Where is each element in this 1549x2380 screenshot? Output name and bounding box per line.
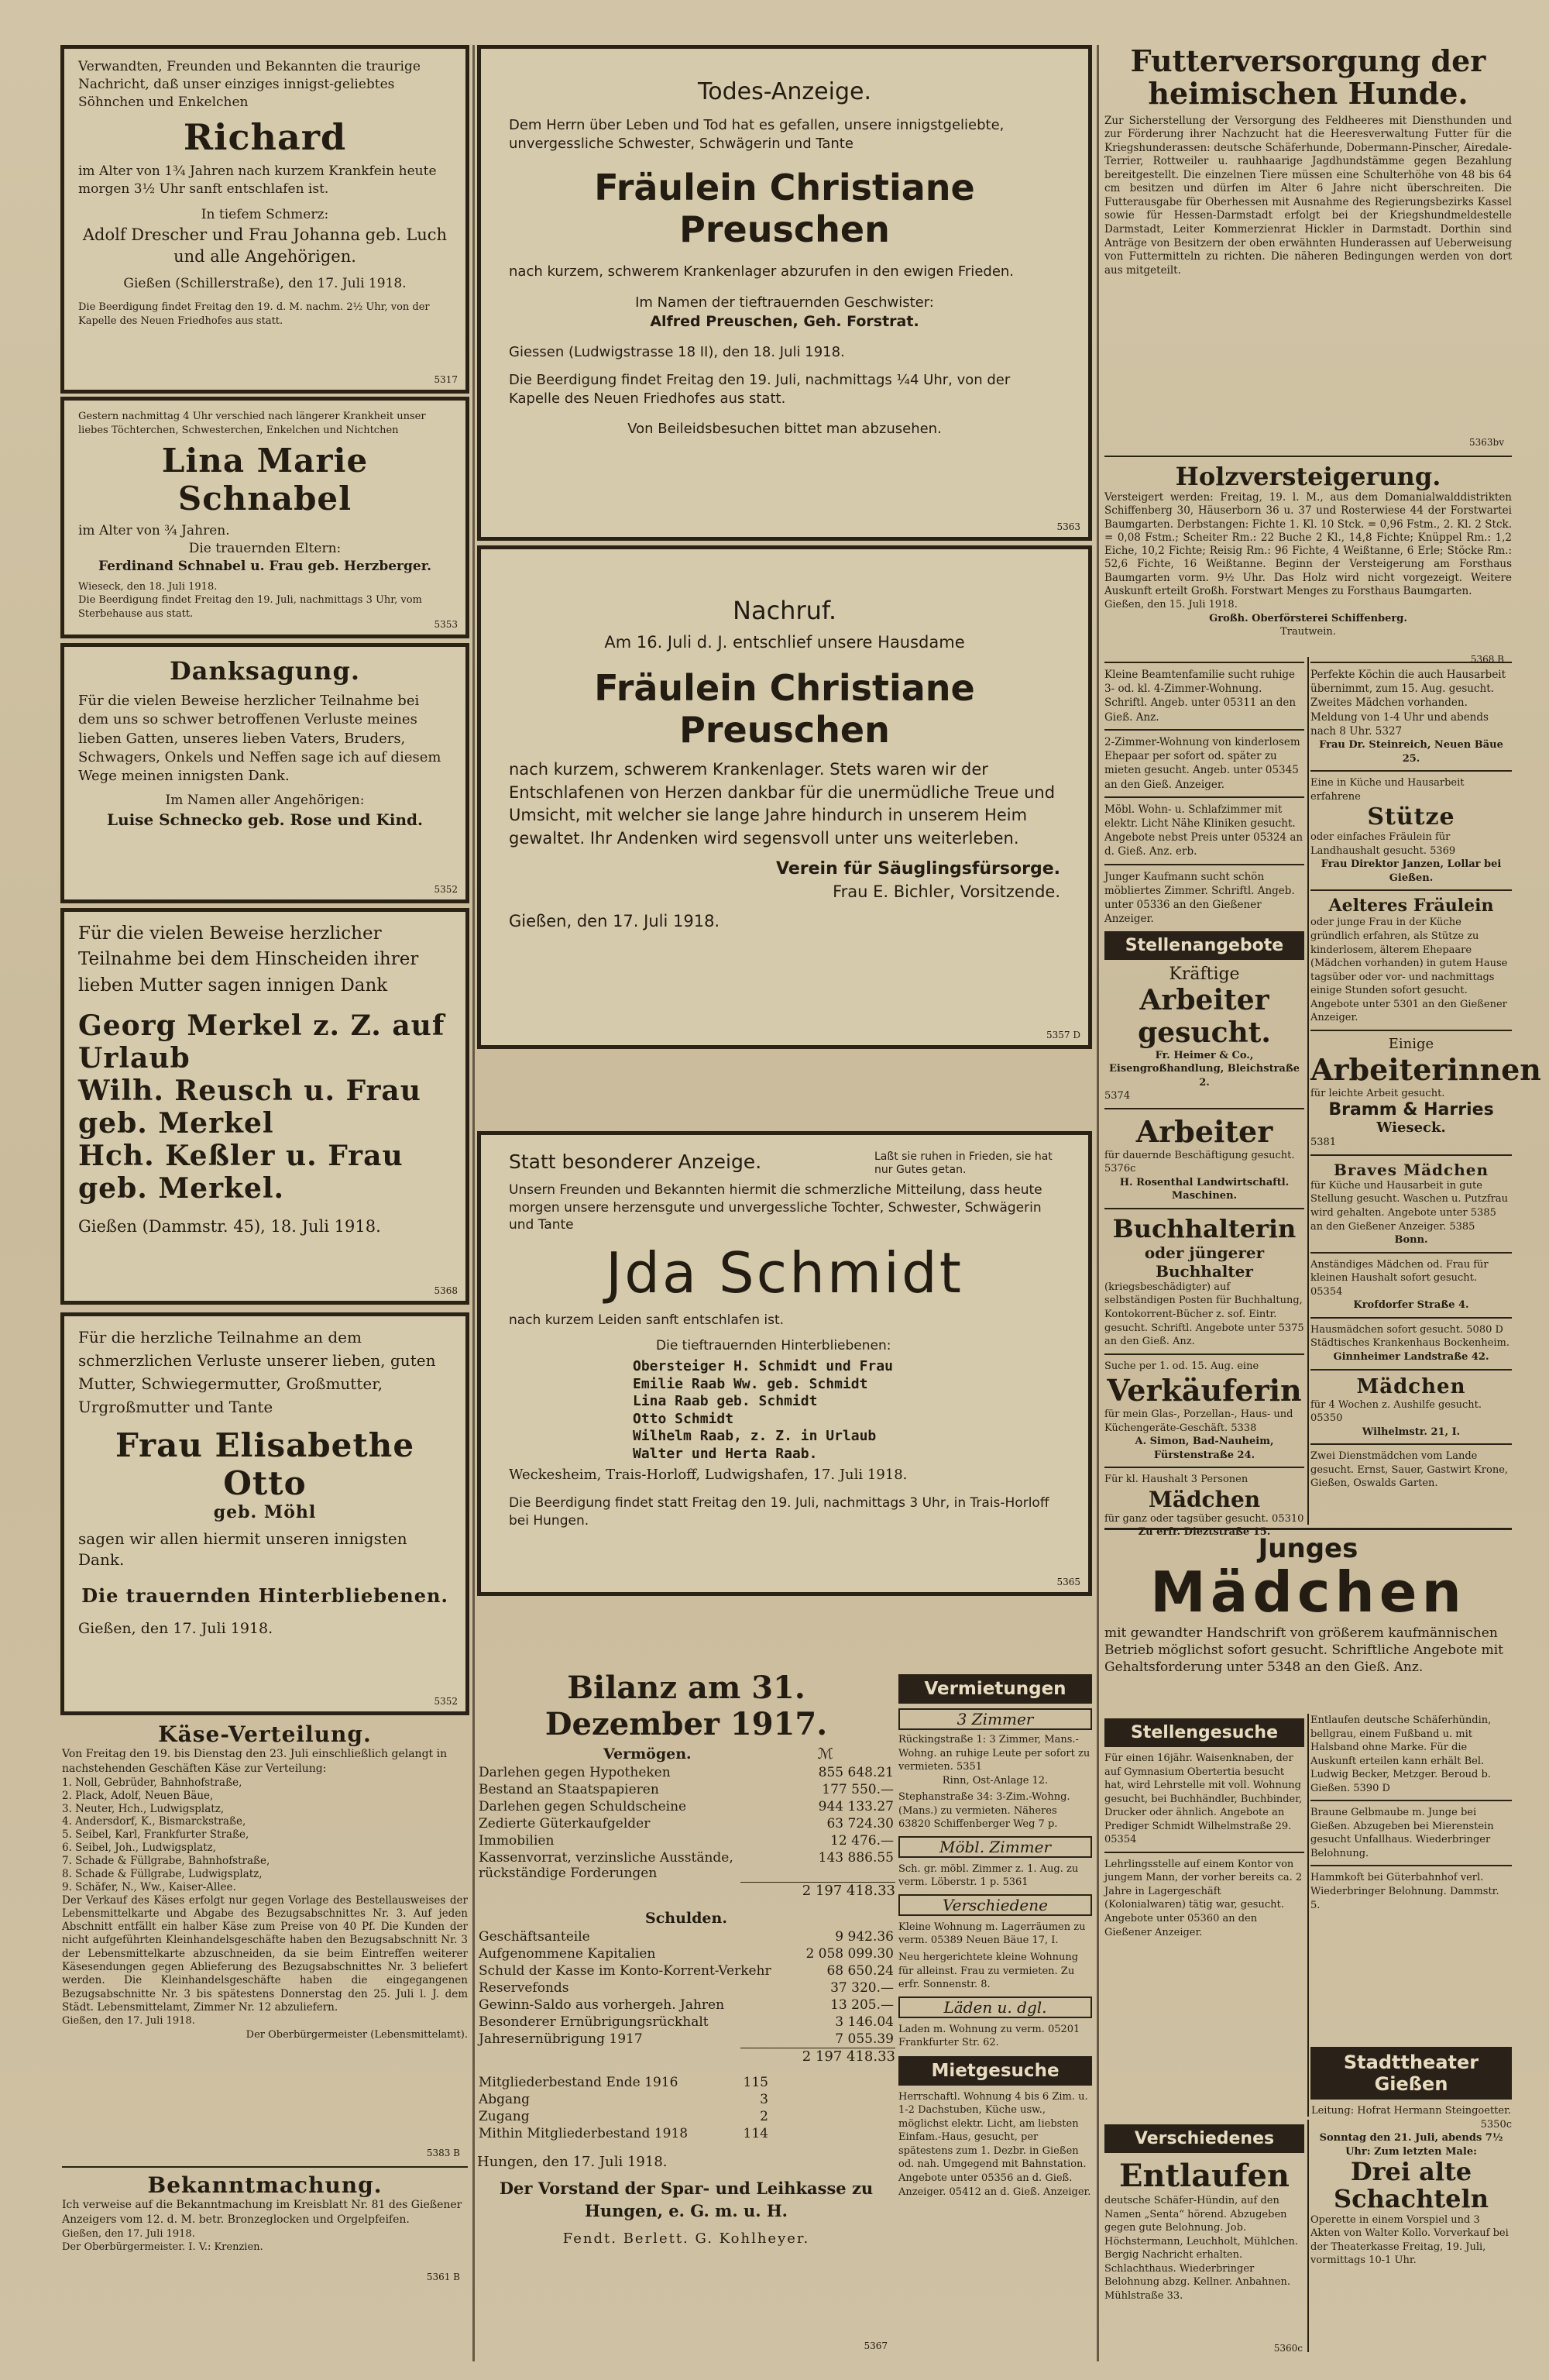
survivor-name: Walter und Herta Raab. — [633, 1445, 818, 1462]
employer: Bramm & Harries — [1328, 1100, 1494, 1120]
thanks-schnecko — [60, 643, 469, 903]
rentals-subhead: Möbl. Zimmer — [898, 1836, 1092, 1858]
ad-number: 5365 — [1056, 1577, 1080, 1587]
balance-label: Mitgliederbestand Ende 1916 — [479, 2075, 678, 2090]
balance-value: 114 — [743, 2126, 768, 2141]
employer: Wilhelmstr. 21, I. — [1362, 1426, 1461, 1438]
balance-value: 13 205.— — [830, 1997, 894, 2013]
thanks-family: Luise Schnecko geb. Rose und Kind. — [107, 810, 423, 830]
balance-label: Schuld der Kasse im Konto-Korrent-Verkehr — [479, 1963, 771, 1979]
ad-number: 5381 — [1310, 1137, 1337, 1149]
thanks-text: Für die herzliche Teilnahme an dem schmerzlichen Verluste unserer lieben, guten Mutter, Schwiegermutter, Großmutter, Urgroßmutter und Tante — [78, 1328, 436, 1416]
rental-ad: Laden m. Wohnung zu verm. 05201 Frankfurter Str. 62. — [898, 2023, 1080, 2049]
theater-banner: Stadttheater Gießen — [1310, 2047, 1512, 2100]
balance-row — [477, 1798, 895, 1815]
deceased-name: Frau Elisabethe Otto — [115, 1426, 415, 1502]
balance-sheet — [477, 1670, 895, 2351]
place-date: Gießen, den 17. Juli 1918. — [78, 1620, 273, 1637]
balance-value: 855 648.21 — [818, 1765, 894, 1780]
job-title: Arbeiter — [1135, 1113, 1273, 1149]
assets-sum: 2 197 418.33 — [740, 1882, 895, 1899]
balance-label: Mithin Mitgliederbestand 1918 — [479, 2126, 689, 2141]
currency-sign: ℳ — [817, 1745, 833, 1763]
classifieds-left — [1104, 657, 1309, 1539]
classified-ad: Kleine Beamtenfamilie sucht ruhige 3- od. kl. 4-Zimmer-Wohnung. Schriftl. Angeb. unter 05311 an den Gieß. Anz. — [1104, 669, 1297, 724]
death-notice-preuschen — [477, 45, 1092, 541]
job-wanted-column — [1104, 1714, 1309, 2117]
balance-row — [477, 2031, 895, 2048]
balance-title: Bilanz am 31. Dezember 1917. — [544, 1670, 828, 1742]
funeral-note: Die Beerdigung findet Freitag den 19. Juli, nachmittags ¼4 Uhr, von der Kapelle des Neuen Friedhofes aus statt. — [509, 372, 1011, 408]
job-subtitle: oder jüngerer Buchhalter — [1144, 1243, 1265, 1281]
classified-ad: Junger Kaufmann sucht schön möbliertes Zimmer. Schriftl. Angeb. unter 05336 an den Gießener Anzeiger. — [1104, 870, 1295, 926]
notice-intro: Unsern Freunden und Bekannten hiermit die schmerzliche Mitteilung, dass heute morgen unsere herzensgute und unvergessliche Tochter, Schwester, Schwägerin und Tante — [509, 1181, 1042, 1233]
balance-value: 63 724.30 — [826, 1816, 894, 1831]
classified-ad: oder einfaches Fräulein für Landhaushalt gesucht. 5369 — [1310, 831, 1456, 857]
classified-ad: Hausmädchen sofort gesucht. 5080 D Städtisches Krankenhaus Bockenheim. — [1310, 1323, 1510, 1350]
shop-list-item: 5. Seibel, Karl, Frankfurter Straße, — [62, 1828, 249, 1842]
shop-list-item: 8. Schade & Füllgrabe, Ludwigsplatz, — [62, 1867, 263, 1880]
notice-sign: Im Namen der tieftrauernden Geschwister: — [635, 294, 934, 311]
rentals-banner: Vermietungen — [898, 1674, 1092, 1704]
place-date: Gießen (Dammstr. 45), 18. Juli 1918. — [78, 1217, 381, 1236]
balance-row — [477, 1764, 895, 1781]
shop-list-item: 7. Schade & Füllgrabe, Bahnhofstraße, — [62, 1855, 270, 1868]
balance-row — [477, 1832, 895, 1849]
ad-number: 5317 — [434, 374, 458, 385]
thanks-otto — [60, 1312, 469, 1715]
balance-label: Besonderer Ernübrigungsrückhalt — [479, 2014, 709, 2030]
job-text: für dauernde Beschäftigung gesucht. 5376c — [1104, 1149, 1295, 1175]
ad-title: Entlaufen — [1119, 2158, 1290, 2194]
balance-value: 115 — [743, 2075, 768, 2090]
notice-signer: Trautwein. — [1280, 626, 1336, 638]
rental-ad: Kleine Wohnung m. Lagerräumen zu verm. 05389 Neuen Bäue 17, I. — [898, 1921, 1086, 1947]
ad-number: 5367 — [864, 2340, 888, 2351]
place-date: Gießen, den 17. Juli 1918. — [509, 911, 720, 930]
balance-label: Jahresernübrigung 1917 — [479, 2031, 643, 2047]
ad-number: 5360c — [1273, 2343, 1303, 2354]
obituary-nachruf — [477, 545, 1092, 1049]
survivor-name: Wilhelm Raab, z. Z. in Urlaub — [633, 1428, 877, 1445]
balance-value: 9 942.36 — [835, 1929, 894, 1945]
ad-number: 5383 B — [426, 2148, 460, 2158]
balance-row — [477, 2108, 770, 2125]
liabilities-table — [477, 1928, 895, 2048]
members-table — [477, 2074, 770, 2142]
balance-row — [477, 1849, 895, 1882]
column-rule — [1097, 45, 1099, 2361]
rental-ad: Stephanstraße 34: 3-Zim.-Wohng. (Mans.) zu vermieten. Näheres 63820 Schiffenberger Weg 7 p. — [898, 1791, 1070, 1831]
job-title: Mädchen — [1148, 1486, 1261, 1512]
employer: Bonn. — [1394, 1234, 1428, 1247]
place-date: Giessen (Ludwigstrasse 18 II), den 18. Juli 1918. — [509, 343, 845, 360]
obituary-schmidt — [477, 1131, 1092, 1596]
balance-value: 37 320.— — [830, 1980, 894, 1996]
ad-number: 5361 B — [426, 2272, 460, 2282]
place-date: Gießen, den 17. Juli 1918. — [62, 2227, 195, 2240]
signer-name: Hch. Keßler u. Frau geb. Merkel. — [78, 1140, 404, 1205]
place-date: Weckesheim, Trais-Horloff, Ludwigshafen, 17. Juli 1918. — [509, 1467, 908, 1484]
wanted-ad: Herrschaftl. Wohnung 4 bis 6 Zim. u. 1-2 Dachstuben, Küche usw., möglichst elektr. Licht, am liebsten Einfam.-Haus, gesucht, per spätestens zum 1. Dezbr. in Gießen od. nah. Umgegend mit Bahnstation. Angebote unter 05356 an d. Gieß. Anzeiger. 05412 an d. Gieß. Anzeiger. — [898, 2090, 1091, 2198]
notice-text: nach kurzem, schwerem Krankenlager. Stets waren wir der Entschlafenen von Herzen dankbar für die unermüdliche Treue und Umsicht, mit welcher sie lange Jahre hindurch in unserem Heim gewaltet. Ihr Andenken wird segensvoll unter uns weiterleben. — [509, 760, 1056, 848]
grief-line: Die trauernden Eltern: — [188, 541, 342, 557]
balance-label: Abgang — [479, 2092, 531, 2107]
notice-title: Futterversorgung der heimischen Hunde. — [1130, 43, 1486, 111]
balance-label: Bestand an Staatspapieren — [479, 1782, 659, 1797]
liabilities-heading: Schulden. — [645, 1910, 727, 1927]
balance-row — [477, 1979, 895, 1997]
notice-sign: Verein für Säuglingsfürsorge. — [776, 858, 1060, 879]
balance-value: 3 — [760, 2092, 768, 2107]
balance-label: Reservefonds — [479, 1980, 569, 1996]
funeral-note: Die Beerdigung findet Freitag den 19. Juli, nachmittags 3 Uhr, vom Sterbehause aus statt. — [78, 594, 422, 620]
balance-label: Immobilien — [479, 1833, 555, 1849]
balance-value: 7 055.39 — [835, 2031, 894, 2047]
balance-value: 143 886.55 — [818, 1850, 894, 1866]
misc-banner: Verschiedenes — [1104, 2124, 1304, 2153]
thanks-text: Für die vielen Beweise herzlicher Teilnahme bei dem uns so schwer betroffenen Verluste meines lieben Gatten, unseres lieben Vaters, Bruders, Schwagers, Onkels und Neffen sage ich auf diesem Wege meinen innigsten Dank. — [78, 693, 441, 785]
job-text: für ganz oder tagsüber gesucht. 05310 — [1104, 1512, 1304, 1525]
job-line: Einige — [1388, 1035, 1434, 1052]
ad-number: 5363bv — [1469, 437, 1504, 448]
job-text: (kriegsbeschädigter) auf selbständigen Posten für Buchhaltung, Kontokorrent-Bücher z. sof. Eintr. gesucht. Schriftl. Angebote unter 5375 an den Gieß. Anz. — [1104, 1281, 1304, 1348]
balance-row — [477, 2074, 770, 2091]
balance-row — [477, 1815, 895, 1832]
lost-ad: Hammkoft bei Güterbahnhof verl. Wiederbringer Belohnung. Dammstr. 5. — [1310, 1872, 1499, 1911]
ad-number: 5374 — [1104, 1090, 1131, 1102]
survivor-name: Lina Raab geb. Schmidt — [633, 1393, 818, 1410]
job-text: für mein Glas-, Porzellan-, Haus- und Küchengeräte-Geschäft. 5338 — [1104, 1408, 1293, 1434]
notice-title: Käse-Verteilung. — [158, 1721, 372, 1747]
ad-number: 5368 B — [1470, 654, 1504, 665]
shop-list-item: 1. Noll, Gebrüder, Bahnhofstraße, — [62, 1776, 242, 1789]
column-rule — [472, 45, 475, 2361]
classified-ad: für leichte Arbeit gesucht. — [1310, 1087, 1445, 1099]
assets-heading: Vermögen. — [603, 1745, 692, 1763]
deceased-name: Fräulein Christiane Preuschen — [594, 166, 975, 250]
job-title: Arbeiter gesucht. — [1138, 983, 1271, 1049]
job-title: Buchhalterin — [1112, 1213, 1297, 1243]
liabilities-sum: 2 197 418.33 — [740, 2048, 895, 2065]
employer-place: Wieseck. — [1376, 1119, 1446, 1137]
rental-ad: Sch. gr. möbl. Zimmer z. 1. Aug. zu verm. Löberstr. 1 p. 5361 — [898, 1862, 1079, 1889]
shop-list-item: 6. Seibel, Joh., Ludwigsplatz, — [62, 1842, 216, 1855]
signer-name: Wilh. Reusch u. Frau geb. Merkel — [78, 1075, 421, 1140]
notice-text: nach kurzem Leiden sanft entschlafen ist. — [509, 1312, 785, 1329]
job-title: Mädchen — [1150, 1560, 1466, 1625]
classified-ad: für 4 Wochen z. Aushilfe gesucht. 05350 — [1310, 1398, 1482, 1425]
balance-label: Zedierte Güterkaufgelder — [479, 1816, 651, 1831]
obituary-schnabel — [60, 397, 469, 638]
shop-list-item: 9. Schäfer, N., Ww., Kaiser-Allee. — [62, 1880, 236, 1893]
balance-value: 2 058 099.30 — [805, 1946, 894, 1962]
notice-title: Nachruf. — [733, 596, 836, 625]
place-date: Wieseck, den 18. Juli 1918. — [78, 580, 218, 593]
lost-ad: Braune Gelbmaube m. Junge bei Gießen. Abzugeben bei Mierenstein gesucht Unfallhaus. Wiederbringer Belohnung. — [1310, 1807, 1494, 1859]
maiden-name: geb. Möhl — [213, 1502, 317, 1522]
balance-row — [477, 2014, 895, 2031]
shop-list-item: 3. Neuter, Hch., Ludwigsplatz, — [62, 1802, 225, 1815]
assets-table — [477, 1764, 895, 1882]
notice-intro: Von Freitag den 19. bis Dienstag den 23. Juli einschließlich gelangt in nachstehenden Geschäften Käse zur Verteilung: — [62, 1748, 448, 1775]
deceased-name: Jda Schmidt — [606, 1240, 963, 1306]
balance-label: Kassenvorrat, verzinsliche Ausstände, rückständige Forderungen — [479, 1850, 733, 1881]
signer-name: Georg Merkel z. Z. auf Urlaub — [78, 1009, 445, 1075]
funeral-note: Die Beerdigung findet Freitag den 19. d. M. nachm. 2½ Uhr, von der Kapelle des Neuen Friedhofes aus statt. — [78, 301, 430, 327]
classified-ad: Eine in Küche und Hausarbeit erfahrene — [1310, 777, 1465, 803]
employer: Zu erfr. Dieztstraße 15. — [1138, 1526, 1271, 1539]
family-line: Adolf Drescher und Frau Johanna geb. Luch und alle Angehörigen. — [82, 225, 448, 266]
employer: Frau Direktor Janzen, Lollar bei Gießen. — [1321, 858, 1502, 884]
show-title: Drei alte Schachteln — [1334, 2157, 1489, 2214]
funeral-note: Die Beerdigung findet statt Freitag den 19. Juli, nachmittags 3 Uhr, in Trais-Horloff bei Hungen. — [509, 1494, 1049, 1529]
theater-ad — [1310, 2042, 1512, 2352]
ad-number: 5357 D — [1046, 1030, 1080, 1040]
thanks-text: Für die vielen Beweise herzlicher Teilnahme bei dem Hinscheiden ihrer lieben Mutter sagen innigen Dank — [78, 923, 419, 996]
classified-ad: Möbl. Wohn- u. Schlafzimmer mit elektr. Licht Nähe Kliniken gesucht. Angebote nebst Preis unter 05324 an d. Gieß. Anz. erb. — [1104, 803, 1303, 858]
balance-row — [477, 1997, 895, 2014]
classified-ad: oder junge Frau in der Küche gründlich erfahren, als Stütze zu kinderlosem, älterem Ehepaare (Mädchen vorhanden) in gutem Hause tagsüber oder vor- und nachmittags einige Stunden sofort gesucht. Angebote unter 5301 an den Gießener Anzeiger. — [1310, 917, 1508, 1024]
notice-sign: Die tieftrauernden Hinterbliebenen: — [656, 1338, 891, 1354]
job-wanted-ad: Für einen 16jähr. Waisenknaben, der auf Gymnasium Obertertia besucht hat, wird Lehrstelle mit voll. Wohnung gesucht, bei Buchhändler, Buchbinder, Drucker oder ähnlich. Angebote an Prediger Schmidt Wilhelmstraße 29. 05354 — [1104, 1752, 1303, 1846]
rental-ad: Neu hergerichtete kleine Wohnung für alleinst. Frau zu vermieten. Zu erfr. Sonnenstr. 8. — [898, 1952, 1079, 1991]
ad-number: 5352 — [434, 884, 458, 895]
place-date: Hungen, den 17. Juli 1918. — [477, 2154, 668, 2170]
balance-label: Darlehen gegen Schuldscheine — [479, 1799, 687, 1814]
job-line: Junges — [1258, 1533, 1358, 1564]
deceased-name: Lina Marie Schnabel — [161, 442, 369, 518]
notice-signer: Frau E. Bichler, Vorsitzende. — [833, 882, 1060, 901]
notice-intro: Dem Herrn über Leben und Tod hat es gefallen, unsere innigstgeliebte, unvergessliche Schwester, Schwägerin und Tante — [509, 117, 1005, 153]
notice-text: Der Verkauf des Käses erfolgt nur gegen Vorlage des Bestellausweises der Lebensmittelkarte und Abgabe des Bezugsabschnittes Nr. 3. Auf jeden Abschnitt entfällt ein halber Käse zum Preise von 40 Pf. Die Kunden der nicht aufgeführten Kleinhandelsgeschäfte haben den Bezugsabschnitt Nr. 3 der Lebensmittelkarte abzuschneiden, da sie beim Eintreffen weiterer Käsesendungen gegen Ablieferung des Bezugsabschnittes Nr. 3 beliefert werden. Die Kleinhandelsgeschäfte haben die eingegangenen Bezugsabschnitte Nr. 3 bis spätestens Donnerstag den 25. Juli l. J. dem Städt. Lebensmittelamt, Zimmer Nr. 12 abzuliefern. — [62, 1893, 468, 2014]
notice-sign: Großh. Oberförsterei Schiffenberg. — [1209, 612, 1407, 624]
classified-ad: Anständiges Mädchen od. Frau für kleinen Haushalt sofort gesucht. 05354 — [1310, 1258, 1489, 1298]
job-wanted-ad: Lehrlingsstelle auf einem Kontor von jungem Mann, der vorher bereits ca. 2 Jahre in Lagergeschäft (Kolonialwaren) tätig war, gesucht. Angebote unter 05360 an den Gießener Anzeiger. — [1104, 1858, 1303, 1938]
classifieds-right — [1310, 657, 1541, 1525]
balance-label: Aufgenommene Kapitalien — [479, 1946, 656, 1962]
notice-title: Bekanntmachung. — [147, 2172, 383, 2198]
notice-intro: Am 16. Juli d. J. entschlief unsere Hausdame — [604, 633, 965, 652]
cheese-notice — [62, 1721, 468, 2158]
job-title: Aelteres Fräulein — [1328, 896, 1494, 917]
obituary-richard — [60, 45, 469, 394]
notice-text: Versteigert werden: Freitag, 19. l. M., aus dem Domanialwalddistrikten Schiffenberg 30, Häuserborn 36 u. 37 und Rosterwiese 44 der Forstwartei Baumgarten. Derbstangen: Fichte 1. Kl. 10 Stck. = 0,96 Fstm., 2. Kl. 2 Stck. = 0,08 Fstm.; Scheiter Rm.: 22 Buche 2 Kl., 14,8 Fichte; Knüppel Rm.: 1,2 Eiche, 10,2 Fichte; Reisig Rm.: 96 Fichte, 4 Weißtanne, 6 Erle; Stöcke Rm.: 52,6 Fichte, 16 Weißtanne. Beginn der Versteigerung am Forsthaus Baumgarten vorm. 9½ Uhr. Das Holz wird nicht vorgezeigt. Weitere Auskunft erteilt Großh. Forstwart Menges zu Forsthaus Baumgarten. — [1104, 491, 1512, 597]
employer: H. Rosenthal Landwirtschaftl. Maschinen. — [1119, 1176, 1290, 1202]
balance-row — [477, 2091, 770, 2108]
notice-text: Ich verweise auf die Bekanntmachung im Kreisblatt Nr. 81 des Gießener Anzeigers vom 12. d. M. betr. Bronzeglocken und Orgelpfeifen. — [62, 2199, 462, 2226]
wood-auction-notice — [1104, 451, 1512, 665]
balance-value: 944 133.27 — [818, 1799, 894, 1814]
thanks-title: Danksagung. — [169, 656, 361, 686]
shop-list — [62, 1776, 468, 1894]
notice-heading: Statt besonderer Anzeige. — [509, 1150, 762, 1173]
classified-ad: 2-Zimmer-Wohnung von kinderlosem Ehepaar per sofort od. später zu mieten gesucht. Angeb. unter 05345 an den Gieß. Anzeiger. — [1104, 735, 1300, 791]
rentals-subhead: 3 Zimmer — [898, 1708, 1092, 1730]
balance-row — [477, 1945, 895, 1962]
notice-signer: Alfred Preuschen, Geh. Forstrat. — [650, 313, 919, 331]
survivor-name: Obersteiger H. Schmidt und Frau — [633, 1358, 893, 1375]
notice-text: Zur Sicherstellung der Versorgung des Feldheeres mit Diensthunden und zur Förderung ihrer Nachzucht hat die Heeresverwaltung Futter für die Kriegshunderassen: deutsche Schäferhunde, Dobermann-Pinscher, Airedale-Terrier, Rottweiler u. rauhhaarige Jagdhundstämme gegen Bezahlung bereitgestellt. Die einzelnen Tiere müssen eine Schulterhöhe von 48 bis 64 cm besitzen und dürfen im Alter 6 Jahre nicht überschreiten. Die Futterausgabe für Oberhessen mit Ausnahme des Regierungsbezirks Kassel sowie für Hessen-Darmstadt erfolgt bei der Kriegshundmeldestelle Darmstadt, Leiter Kommerzienrat Hickler in Darmstadt. Dorthin sind Anträge von Besitzern der oben erwähnten Hunderassen auf Ueberweisung von Futtermitteln zu richten. Die näheren Bedingungen werden von dort aus mitgeteilt. — [1104, 114, 1512, 277]
ad-number: 5350c — [1480, 2118, 1512, 2131]
thanks-merkel — [60, 908, 469, 1305]
balance-row — [477, 1962, 895, 1979]
age-line: im Alter von ¾ Jahren. — [78, 523, 230, 539]
employer: Krofdorfer Straße 4. — [1353, 1299, 1469, 1312]
shop-list-item: 4. Andersdorf, K., Bismarckstraße, — [62, 1815, 246, 1828]
jobs-banner: Stellenangebote — [1104, 931, 1304, 960]
deceased-name: Richard — [183, 115, 347, 158]
thanks-text-2: sagen wir allen hiermit unseren innigsten Dank. — [78, 1529, 407, 1569]
job-ad-junges-maedchen — [1104, 1528, 1512, 1713]
classified-ad: Zwei Dienstmädchen vom Lande gesucht. Ernst, Sauer, Gastwirt Krone, Gießen, Oswalds Garten. — [1310, 1450, 1509, 1490]
shop-list-item: 2. Plack, Adolf, Neuen Bäue, — [62, 1789, 214, 1802]
balance-sign: Der Vorstand der Spar- und Leihkasse zu Hungen, e. G. m. u. H. — [499, 2179, 874, 2220]
lost-dog-ad — [1104, 2120, 1309, 2352]
ad-number: 5368 — [434, 1285, 458, 1296]
employer: Fr. Heimer & Co., Eisengroßhandlung, Bleichstraße 2. — [1108, 1049, 1300, 1089]
lost-ad: Entlaufen deutsche Schäferhündin, bellgrau, einem Fußband u. mit Halsband ohne Marke. Für die Auskunft erteilen kann erhält Bel. Ludwig Becker, Metzger. Beroud b. Gießen. 5390 D — [1310, 1714, 1492, 1794]
job-wanted-banner: Stellengesuche — [1104, 1718, 1304, 1747]
thanks-sign: Die trauernden Hinterbliebenen. — [81, 1584, 448, 1607]
classified-ad: für Küche und Hausarbeit in gute Stellung gesucht. Waschen u. Putzfrau wird gehalten. Angebote unter 5385 an den Gießener Anzeiger. 5385 — [1310, 1179, 1509, 1233]
balance-signers: Fendt. Berlett. G. Kohlheyer. — [562, 2230, 810, 2247]
employer: A. Simon, Bad-Nauheim, Fürstenstraße 24. — [1135, 1436, 1274, 1461]
dog-food-notice — [1104, 45, 1512, 448]
notice-motto: Laßt sie ruhen in Frieden, sie hat nur Gutes getan. — [874, 1150, 1053, 1176]
show-date: Sonntag den 21. Juli, abends 7½ Uhr: Zum letzten Male: — [1319, 2132, 1503, 2158]
job-text: Suche per 1. od. 15. Aug. eine — [1104, 1360, 1259, 1372]
notice-sign: Der Oberbürgermeister. I. V.: Krenzien. — [62, 2241, 263, 2254]
job-text: Für kl. Haushalt 3 Personen — [1104, 1474, 1248, 1486]
place-date: Gießen (Schillerstraße), den 17. Juli 1918. — [123, 276, 407, 292]
balance-value: 12 476.— — [830, 1833, 894, 1849]
notice-text: nach kurzem, schwerem Krankenlager abzurufen in den ewigen Frieden. — [509, 263, 1015, 280]
announcement — [62, 2162, 468, 2282]
thanks-sign: Im Namen aller Angehörigen: — [165, 793, 365, 809]
survivor-name: Emilie Raab Ww. geb. Schmidt — [633, 1375, 868, 1392]
balance-value: 3 146.04 — [835, 2014, 894, 2030]
balance-value: 2 — [760, 2109, 768, 2124]
job-title: Stütze — [1367, 803, 1455, 831]
balance-label: Geschäftsanteile — [479, 1929, 590, 1945]
family-line: Ferdinand Schnabel u. Frau geb. Herzberger. — [98, 558, 432, 574]
obituary-intro: Verwandten, Freunden und Bekannten die traurige Nachricht, daß unser einziges innigst-geliebtes Söhnchen und Enkelchen — [78, 59, 421, 110]
job-title: Verkäuferin — [1107, 1373, 1302, 1408]
job-title: Mädchen — [1356, 1374, 1466, 1398]
survivor-list — [633, 1358, 1060, 1463]
classified-ad: Perfekte Köchin die auch Hausarbeit übernimmt, zum 15. Aug. gesucht. Zweites Mädchen vorhanden. Meldung von 1-4 Uhr und abends nach 8 Uhr. 5327 — [1310, 669, 1506, 738]
balance-row — [477, 1928, 895, 1945]
balance-label: Darlehen gegen Hypotheken — [479, 1765, 671, 1780]
balance-row — [477, 2125, 770, 2142]
balance-row — [477, 1781, 895, 1798]
rentals-column — [898, 1670, 1092, 2351]
theater-management: Leitung: Hofrat Hermann Steingoetter. — [1310, 2105, 1512, 2117]
job-line: Kräftige — [1169, 964, 1240, 984]
obituary-intro: Gestern nachmittag 4 Uhr verschied nach längerer Krankheit unser liebes Töchterchen, Schwesterchen, Enkelchen und Nichtchen — [78, 411, 426, 436]
employer: Ginnheimer Landstraße 42. — [1333, 1350, 1489, 1363]
ad-number: 5352 — [434, 1696, 458, 1707]
notice-sign: Der Oberbürgermeister (Lebensmittelamt). — [246, 2028, 468, 2041]
place-date: Gießen, den 17. Juli 1918. — [62, 2015, 195, 2027]
obituary-detail: im Alter von 1¾ Jahren nach kurzem Krankfein heute morgen 3½ Uhr sanft entschlafen ist. — [78, 163, 437, 197]
notice-title: Holzversteigerung. — [1175, 462, 1441, 491]
survivor-name: Otto Schmidt — [633, 1410, 734, 1427]
balance-label: Gewinn-Saldo aus vorhergeh. Jahren — [479, 1997, 725, 2013]
ad-number: 5363 — [1056, 521, 1080, 532]
balance-label: Zugang — [479, 2109, 530, 2124]
job-title: Braves Mädchen — [1333, 1160, 1489, 1179]
lost-found-column — [1310, 1714, 1512, 2039]
deceased-name: Fräulein Christiane Preuschen — [594, 667, 975, 751]
wanted-banner: Mietgesuche — [898, 2056, 1092, 2086]
employer: Frau Dr. Steinreich, Neuen Bäue 25. — [1319, 739, 1503, 765]
notice-title: Todes-Anzeige. — [698, 78, 871, 105]
condolence-note: Von Beileidsbesuchen bittet man abzusehen. — [627, 420, 942, 437]
rental-ad-address: Rinn, Ost-Anlage 12. — [942, 1774, 1049, 1787]
place-date: Gießen, den 15. Juli 1918. — [1104, 599, 1238, 611]
ad-number: 5353 — [434, 619, 458, 630]
balance-value: 177 550.— — [822, 1782, 894, 1797]
rental-ad: Rückingstraße 1: 3 Zimmer, Mans.-Wohng. an ruhige Leute per sofort zu vermieten. 5351 — [898, 1734, 1090, 1773]
job-title: Arbeiterinnen — [1310, 1051, 1541, 1087]
show-text: Operette in einem Vorspiel und 3 Akten von Walter Kollo. Vorverkauf bei der Theaterkasse Freitag, 19. Juli, vormittags 10-1 Uhr. — [1310, 2213, 1509, 2267]
grief-line: In tiefem Schmerz: — [201, 206, 329, 222]
rentals-subhead: Verschiedene — [898, 1894, 1092, 1916]
balance-value: 68 650.24 — [826, 1963, 894, 1979]
rentals-subhead: Läden u. dgl. — [898, 1997, 1092, 2018]
ad-text: deutsche Schäfer-Hündin, auf den Namen „Senta“ hörend. Abzugeben gegen gute Belohnung. Job. Höchstermann, Leuchholt, Mühlchen. Bergig Nachricht erhalten. Schlachthaus. Wiederbringer Belohnung abzg. Kellner. Anbahnen. Mühlstraße 33. — [1104, 2195, 1298, 2302]
job-text: mit gewandter Handschrift von größerem kaufmännischen Betrieb möglichst sofort gesucht. Schriftliche Angebote mit Gehaltsforderung unter 5348 an den Gieß. Anz. — [1104, 1625, 1503, 1676]
